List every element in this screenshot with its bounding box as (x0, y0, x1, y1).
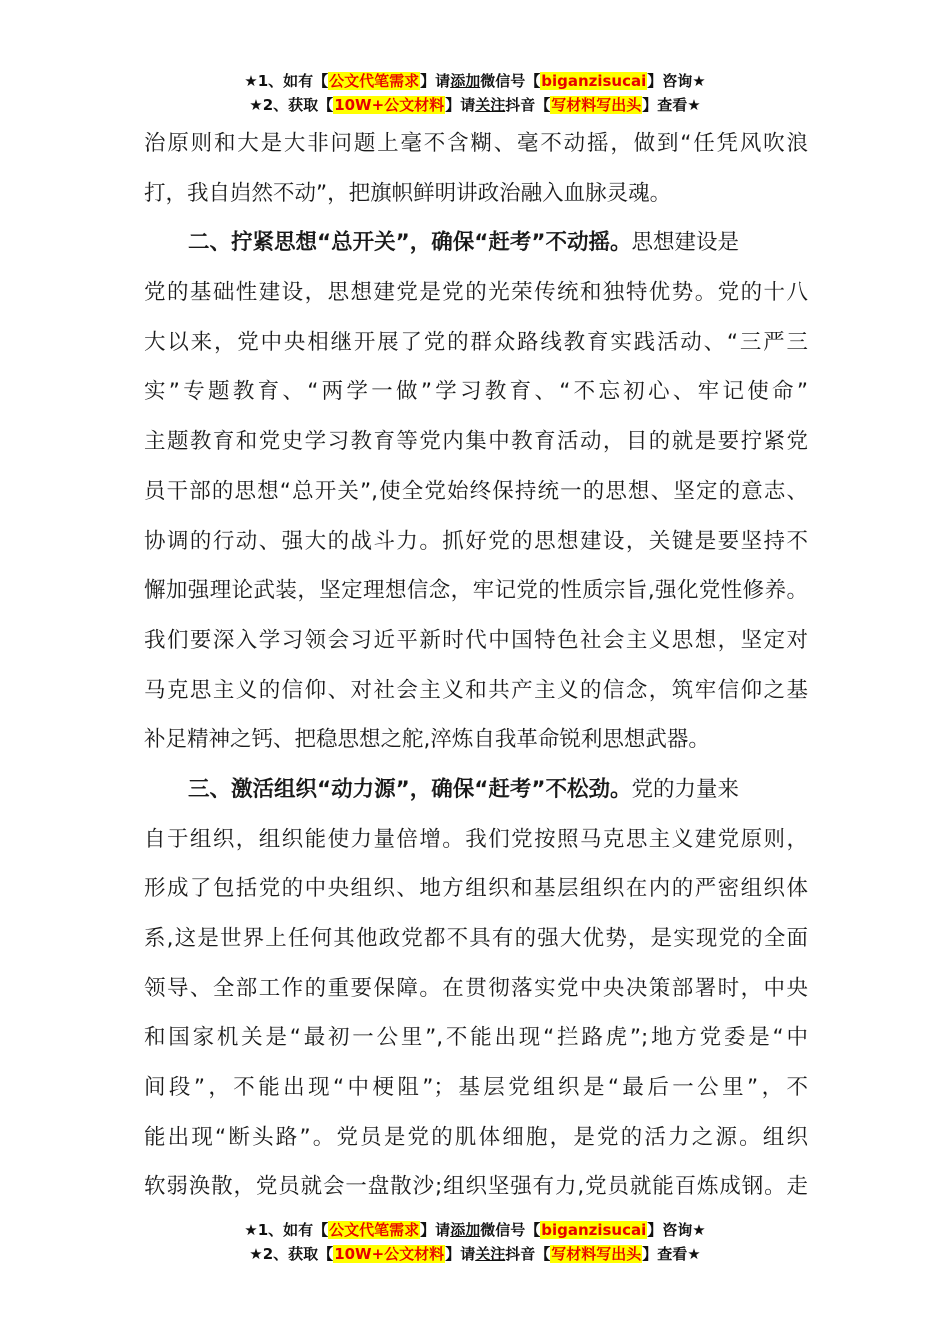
paragraph-line (144, 1013, 808, 1063)
paragraph-line (144, 1113, 808, 1163)
paragraph-line (144, 566, 808, 616)
line-text: 打，我自岿然不动”，把旗帜鲜明讲政治融入血脉灵魂。 (144, 180, 672, 206)
paragraph-line (144, 1162, 808, 1212)
highlight-wechat-id: biganzisucai (541, 1221, 647, 1239)
line-text: 主题教育和党史学习教育等党内集中教育活动，目的就是要拧紧党 (144, 429, 808, 455)
paragraph-line (144, 367, 808, 417)
paragraph-line (144, 268, 808, 318)
highlight-douyin-account: 写材料写出头 (551, 96, 642, 114)
paragraph-line (144, 1063, 808, 1113)
highlight-wechat-id: biganzisucai (541, 72, 647, 90)
header-banner (0, 69, 950, 117)
line-text: 系,这是世界上任何其他政党都不具有的强大优势，是实现党的全面 (144, 926, 808, 951)
line-text: 大以来，党中央相继开展了党的群众路线教育实践活动、“三严三 (144, 329, 808, 355)
highlight-douyin-account: 写材料写出头 (551, 1245, 642, 1263)
banner-line-1: ★1、如有【公文代笔需求】请添加微信号【biganzisucai】咨询★ (244, 72, 706, 90)
line-text: 和国家机关是“最初一公里”,不能出现“拦路虎”;地方党委是“中 (144, 1025, 808, 1051)
line-text: 形成了包括党的中央组织、地方组织和基层组织在内的严密组织体 (144, 876, 808, 902)
banner-line-2: ★2、获取【10W+公文材料】请关注抖音【写材料写出头】查看★ (249, 1245, 701, 1263)
paragraph-line (144, 119, 808, 169)
section-heading-line (144, 765, 808, 815)
highlight-service: 公文代笔需求 (329, 72, 420, 90)
line-text: 懈加强理论武装，坚定理想信念，牢记党的性质宗旨,强化党性修养。 (144, 578, 808, 604)
line-text: 治原则和大是大非问题上毫不含糊、毫不动摇，做到“任凭风吹浪 (144, 131, 808, 156)
highlight-materials: 10W+公文材料 (334, 1245, 445, 1263)
paragraph-line (144, 169, 808, 219)
line-text: 软弱涣散，党员就会一盘散沙;组织坚强有力,党员就能百炼成钢。走 (144, 1174, 808, 1200)
highlight-materials: 10W+公文材料 (334, 96, 445, 114)
footer-banner (0, 1218, 950, 1266)
document-body (144, 119, 808, 1212)
paragraph-line (144, 914, 808, 964)
banner-line-1: ★1、如有【公文代笔需求】请添加微信号【biganzisucai】咨询★ (244, 1221, 706, 1239)
section-heading: 三、激活组织“动力源”，确保“赶考”不松劲。 (188, 776, 632, 802)
section-heading-line (144, 218, 808, 268)
paragraph-line (144, 864, 808, 914)
banner-line-2: ★2、获取【10W+公文材料】请关注抖音【写材料写出头】查看★ (249, 96, 701, 114)
section-heading: 二、拧紧思想“总开关”，确保“赶考”不动摇。 (188, 230, 632, 256)
paragraph-line (144, 715, 808, 765)
line-text: 间段”，不能出现“中梗阻”；基层党组织是“最后一公里”，不 (144, 1075, 808, 1101)
paragraph-line (144, 815, 808, 865)
line-text: 协调的行动、强大的战斗力。抓好党的思想建设，关键是要坚持不 (144, 528, 808, 554)
paragraph-line (144, 616, 808, 666)
paragraph-line (144, 517, 808, 567)
line-text: 党的基础性建设，思想建党是党的光荣传统和独特优势。党的十八 (144, 280, 808, 306)
line-text: 补足精神之钙、把稳思想之舵,淬炼自我革命锐利思想武器。 (144, 727, 710, 753)
line-text: 领导、全部工作的重要保障。在贯彻落实党中央决策部署时，中央 (144, 975, 808, 1001)
paragraph-line (144, 964, 808, 1014)
line-text: 自于组织，组织能使力量倍增。我们党按照马克思主义建党原则， (144, 826, 808, 852)
line-text: 党的力量来 (631, 776, 740, 802)
paragraph-line (144, 417, 808, 467)
line-text: 实”专题教育、“两学一做”学习教育、“不忘初心、牢记使命” (144, 379, 808, 405)
highlight-service: 公文代笔需求 (329, 1221, 420, 1239)
line-text: 马克思主义的信仰、对社会主义和共产主义的信念，筑牢信仰之基 (144, 677, 808, 703)
line-text: 能出现“断头路”。党员是党的肌体细胞，是党的活力之源。组织 (144, 1124, 808, 1150)
line-text: 员干部的思想“总开关”,使全党始终保持统一的思想、坚定的意志、 (144, 478, 808, 504)
paragraph-line (144, 318, 808, 368)
line-text: 思想建设是 (631, 230, 740, 256)
paragraph-line (144, 666, 808, 716)
paragraph-line (144, 467, 808, 517)
line-text: 我们要深入学习领会习近平新时代中国特色社会主义思想，坚定对 (144, 627, 808, 653)
